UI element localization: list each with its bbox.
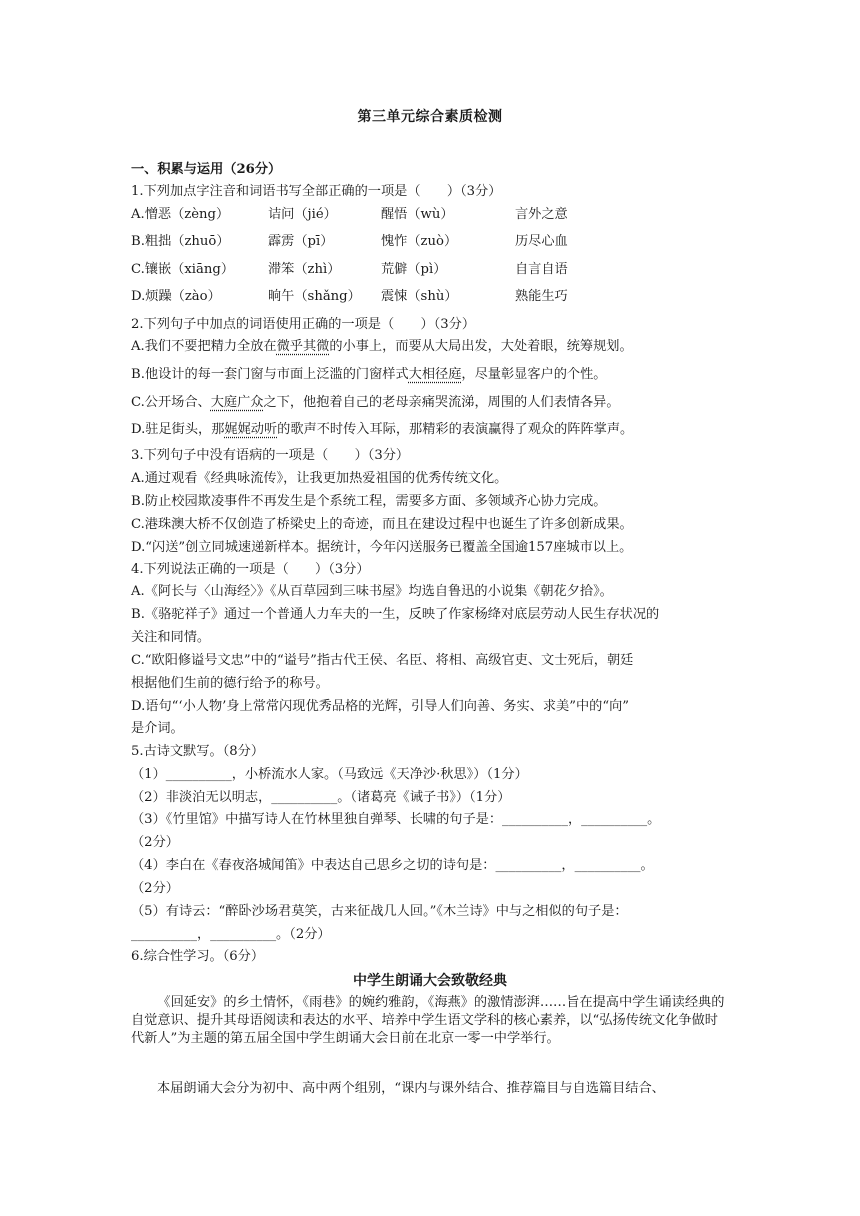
q1-a-3: 醒悟（wù） (381, 207, 454, 222)
article-paragraph-2: 本届朗诵大会分为初中、高中两个组别，“课内与课外结合、推荐篇目与自选篇目结合、 (157, 1081, 665, 1096)
q2-option-b (131, 366, 606, 384)
q4-option-d-line2: 是介词。 (131, 721, 184, 736)
page-title: 第三单元综合素质检测 (357, 109, 503, 125)
q1-b-3: 愧怍（zuò） (381, 234, 458, 249)
article-heading: 中学生朗诵大会致敬经典 (353, 973, 507, 989)
q3-option-c: C.港珠澳大桥不仅创造了桥梁史上的奇迹，而且在建设过程中也诞生了许多创新成果。 (131, 517, 633, 532)
article-paragraph-1: 《回延安》的乡土情怀，《雨巷》的婉约雅韵，《海燕》的激情澎湃……旨在提高中学生诵读经典的自觉意识、提升其母语阅读和表达的水平、培养中学生语文学科的核心素养，以“弘扬传统文化争做时代新人”为主题的第五届全国中学生朗诵大会日前在北京一零一中学举行。 (131, 995, 725, 1046)
q2-option-a (131, 338, 633, 356)
q5-item-1: （1）__________，小桥流水人家。（马致远《天净沙·秋思》）（1分） (131, 767, 528, 782)
q3-stem: 3.下列句子中没有语病的一项是（ ）（3分） (131, 448, 410, 463)
q1-a-1: A.憎恶（zèng） (131, 207, 230, 222)
q3-option-d: D.“闪送”创立同城速递新样本。据统计，今年闪送服务已覆盖全国逾157座城市以上。 (131, 540, 633, 555)
q2-c-mark: 大庭广众 (210, 395, 264, 410)
q2-a-post: 的小事上，而要从大局出发，大处着眼，统筹规划。 (329, 339, 633, 354)
q1-c-1: C.镶嵌（xiāng） (131, 262, 235, 277)
q5-item-3-line2: （2分） (131, 835, 179, 850)
q1-d-3: 震悚（shù） (381, 289, 458, 304)
q1-d-4: 熟能生巧 (515, 289, 568, 304)
q2-b-post: ，尽量彰显客户的个性。 (461, 367, 607, 382)
q1-d-2: 晌午（shǎng） (268, 289, 361, 304)
q4-option-b-line2: 关注和同情。 (131, 630, 211, 645)
q4-option-c-line2: 根据他们生前的德行给予的称号。 (131, 676, 329, 691)
q2-stem: 2.下列句子中加点的词语使用正确的一项是（ ）（3分） (131, 317, 476, 332)
q1-b-1: B.粗拙（zhuō） (131, 234, 230, 249)
q1-d-1: D.烦躁（zào） (131, 289, 221, 304)
q2-c-pre: C.公开场合、 (131, 395, 211, 410)
q3-option-a: A.通过观看《经典咏流传》，让我更加热爱祖国的优秀传统文化。 (131, 471, 508, 486)
q1-stem: 1.下列加点字注音和词语书写全部正确的一项是（ ）（3分） (131, 184, 502, 199)
q5-item-5-line2: __________，__________。（2分） (131, 927, 331, 942)
q2-option-c (131, 394, 620, 412)
q2-d-mark: 娓娓动听 (224, 422, 278, 437)
q5-item-4-line1: （4）李白在《春夜洛城闻笛》中表达自己思乡之切的诗句是：__________，__________。 (131, 858, 654, 873)
q2-option-d (131, 421, 633, 439)
q2-d-pre: D.驻足街头，那 (131, 422, 225, 437)
q1-a-2: 诘问（jié） (268, 207, 337, 222)
q4-option-d-line1: D.语句“‘小人物’身上常常闪现优秀品格的光辉，引导人们向善、务实、求美”中的“向” (131, 699, 630, 714)
q2-a-mark: 微乎其微 (276, 339, 330, 354)
q1-c-2: 滞笨（zhì） (268, 262, 341, 277)
q3-option-b: B.防止校园欺凌事件不再发生是个系统工程，需要多方面、多领域齐心协力完成。 (131, 494, 607, 509)
q1-b-4: 历尽心血 (515, 234, 568, 249)
q1-c-3: 荒僻（pì） (381, 262, 447, 277)
q5-item-2: （2）非淡泊无以明志，__________。（诸葛亮《诫子书》）（1分） (131, 790, 511, 805)
q6-stem: 6.综合性学习。（6分） (131, 949, 265, 964)
q1-b-2: 霹雳（pī） (268, 234, 334, 249)
q2-d-post: 的歌声不时传入耳际，那精彩的表演赢得了观众的阵阵掌声。 (277, 422, 634, 437)
section-heading: 一、积累与运用（26分） (131, 162, 282, 177)
q5-stem: 5.古诗文默写。（8分） (131, 744, 265, 759)
q2-b-mark: 大相径庭 (408, 367, 462, 382)
q5-item-5-line1: （5）有诗云：“醉卧沙场君莫笑，古来征战几人回。”《木兰诗》中与之相似的句子是： (131, 904, 628, 919)
q4-stem: 4.下列说法正确的一项是（ ）（3分） (131, 562, 370, 577)
q5-item-3-line1: （3）《竹里馆》中描写诗人在竹林里独自弹琴、长啸的句子是：__________，__________。 (131, 812, 661, 827)
q4-option-a: A.《阿长与〈山海经〉》《从百草园到三味书屋》均选自鲁迅的小说集《朝花夕拾》。 (131, 584, 613, 599)
q2-a-pre: A.我们不要把精力全放在 (131, 339, 277, 354)
q2-b-pre: B.他设计的每一套门窗与市面上泛滥的门窗样式 (131, 367, 409, 382)
q4-option-b-line1: B.《骆驼祥子》通过一个普通人力车夫的一生，反映了作家杨绛对底层劳动人民生存状况的 (131, 607, 660, 622)
q5-item-4-line2: （2分） (131, 881, 179, 896)
q1-c-4: 自言自语 (515, 262, 568, 277)
q1-a-4: 言外之意 (515, 207, 568, 222)
q2-c-post: 之下，他抱着自己的老母亲痛哭流涕，周围的人们表情各异。 (263, 395, 620, 410)
q4-option-c-line1: C.“欧阳修谥号文忠”中的“谥号”指古代王侯、名臣、将相、高级官吏、文士死后，朝廷 (131, 653, 634, 668)
